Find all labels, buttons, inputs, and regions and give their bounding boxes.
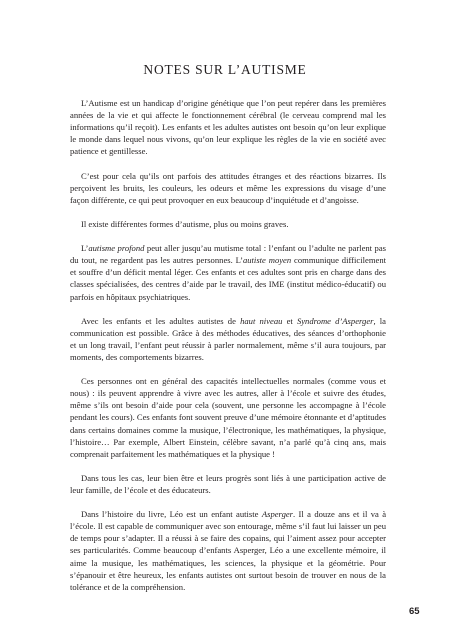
text-run: L’ xyxy=(81,243,89,254)
italic-term: Syndrome d’Asperger xyxy=(296,315,374,326)
paragraph xyxy=(70,97,386,157)
paragraph xyxy=(70,375,386,460)
text-run: . Il a douze ans et il va à l’école. Il est capable de communiquer avec son entourage, même s’il faut lui laisser un peu de temps pour s’adapter. Il a réussi à se faire des copains, qui l’aiment assez pour accepter ses particularités. Comme beaucoup d’enfants Asperger, Léo a une excellente mémoire, il aime la musique, les mathématiques, les sciences, la physique et la géométrie. Pour s’épanouir et être heureux, les enfants autistes ont surtout besoin de trouver en nous de la tolérance et de la compréhension. xyxy=(70,509,387,592)
text-run: Ces personnes ont en général des capacités intellectuelles normales (comme vous et nous) : ils peuvent apprendre à vivre avec les autres, aller à l’école et suivre des études, même s’ils ont besoin d’aide pour cela (souvent, une personne les accompagne à l’école pendant les cours). Ces enfants font souvent preuve d’une mémoire étonnante et d’aptitudes dans certains domaines comme la musique, l’électronique, les mathématiques, la physique, l’histoire… Par exemple, Albert Einstein, célèbre savant, n’a parlé qu’à cinq ans, mais comprenait parfaitement les mathématiques et la physique ! xyxy=(70,376,386,459)
text-run: , la communication est possible. Grâce à des méthodes éducatives, des séances d’orthophonie et un long travail, l’enfant peut réussir à parler normalement, même s’il aura toujours, par moments, des comportements bizarres. xyxy=(70,315,386,362)
body-text xyxy=(70,97,386,593)
paragraph xyxy=(70,508,386,593)
text-run: Avec les enfants et les adultes autistes de xyxy=(81,315,241,326)
italic-term: autisme profond xyxy=(88,243,145,254)
text-run: Dans tous les cas, leur bien être et leurs progrès sont liés à une participation active de leur famille, de l’école et des éducateurs. xyxy=(70,472,386,495)
italic-term: Asperger xyxy=(261,509,294,520)
paragraph xyxy=(70,315,386,363)
text-run: et xyxy=(282,315,297,326)
paragraph xyxy=(70,242,386,302)
text-run: C’est pour cela qu’ils ont parfois des attitudes étranges et des réactions bizarres. Ils perçoivent les bruits, les couleurs, les odeurs et même les expressions du visage d’une façon différente, ce qui peut provoquer en eux beaucoup d’inquiétude et d’angoisse. xyxy=(70,170,386,205)
text-run: communique difficilement et souffre d’un déficit mental léger. Ces enfants et ces adultes sont pris en charge dans des classes spécialisées, des centres d’aide par le travail, des IME (institut médico-éducatif) ou parfois en hôpitaux psychiatriques. xyxy=(70,255,386,302)
page-number: 65 xyxy=(409,606,420,617)
paragraph xyxy=(70,170,386,206)
chapter-title: NOTES SUR L’AUTISME xyxy=(143,62,307,77)
italic-term: autiste moyen xyxy=(242,255,292,266)
paragraph xyxy=(70,472,386,496)
italic-term: haut niveau xyxy=(240,315,283,326)
text-run: Il existe différentes formes d’autisme, plus ou moins graves. xyxy=(81,218,289,229)
text-run: L’Autisme est un handicap d’origine génétique que l’on peut repérer dans les premières années de la vie et qui affecte le fonctionnement cérébral (le cerveau comprend mal les informations qu’il reçoit). Les enfants et les adultes autistes ont besoin qu’on leur explique le monde dans lequel nous vivons, qu’on leur explique les règles de la vie en société avec patience et gentillesse. xyxy=(70,98,386,157)
text-run: Dans l’histoire du livre, Léo est un enfant autiste xyxy=(81,509,262,520)
paragraph xyxy=(70,218,386,230)
text-run: peut aller jusqu’au mutisme total : l’enfant ou l’adulte ne parlent pas du tout, ne regardent pas les autres personnes. L’ xyxy=(70,243,386,266)
